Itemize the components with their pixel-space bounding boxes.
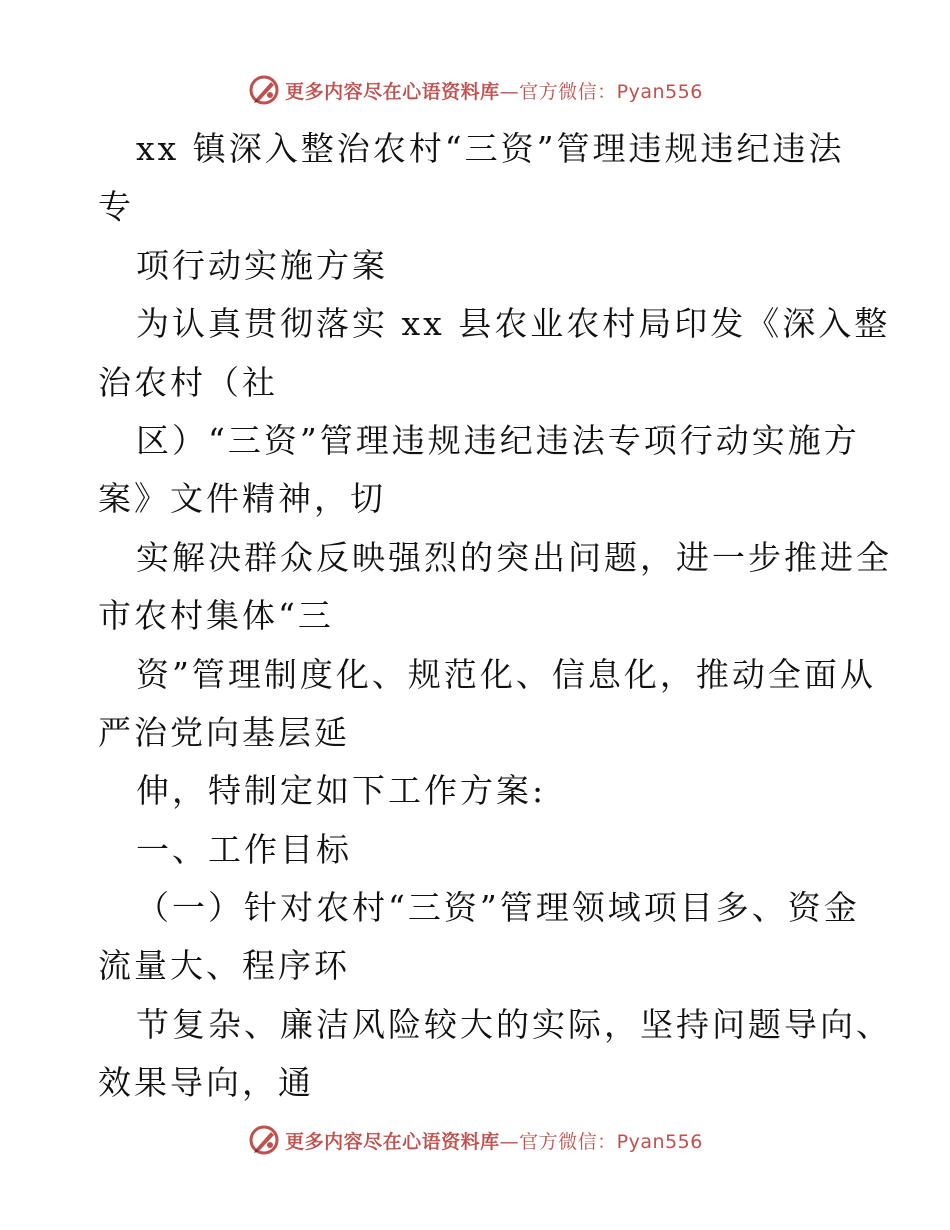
paragraph-line: 市农村集体“三 [98, 596, 334, 636]
paragraph-line: 节复杂、廉洁风险较大的实际，坚持问题导向、 [136, 1004, 892, 1044]
banner-text [285, 1127, 703, 1154]
doc-title-line-1: xx 镇深入整治农村“三资”管理违规违纪违法 [136, 129, 845, 168]
paragraph-line: 案》文件精神，切 [98, 479, 386, 519]
banner-lead: 更多内容尽在心语资料库 [285, 80, 500, 103]
paragraph-line: 为认真贯彻落实 xx 县农业农村局印发《深入整 [136, 304, 891, 344]
banner-text [285, 77, 703, 104]
doc-title-line-2: 专 [98, 187, 134, 227]
header-banner [0, 70, 950, 110]
banner-lead: 更多内容尽在心语资料库 [285, 1130, 500, 1153]
paragraph-line: 治农村（社 [98, 362, 278, 402]
paragraph-line: 区）“三资”管理违规违纪违法专项行动实施方 [136, 420, 860, 460]
paragraph-line: 伸，特制定如下工作方案: [136, 771, 547, 811]
paragraph-line: 严治党向基层延 [98, 712, 350, 752]
paragraph-line: （一）针对农村“三资”管理领域项目多、资金 [136, 888, 860, 928]
banner-contact: —官方微信：Pyan556 [499, 80, 703, 103]
footer-banner [0, 1120, 950, 1160]
pen-logo-icon [247, 73, 281, 107]
document-body [98, 120, 892, 1113]
section-heading: 一、工作目标 [136, 829, 352, 869]
banner-contact: —官方微信：Pyan556 [499, 1130, 703, 1153]
pen-logo-icon [247, 1123, 281, 1157]
paragraph-line: 资”管理制度化、规范化、信息化，推动全面从 [136, 654, 876, 694]
paragraph-line: 实解决群众反映强烈的突出问题，进一步推进全 [136, 537, 892, 577]
paragraph-line: 流量大、程序环 [98, 946, 350, 986]
doc-title-line-3: 项行动实施方案 [136, 245, 388, 285]
paragraph-line: 效果导向，通 [98, 1063, 314, 1103]
